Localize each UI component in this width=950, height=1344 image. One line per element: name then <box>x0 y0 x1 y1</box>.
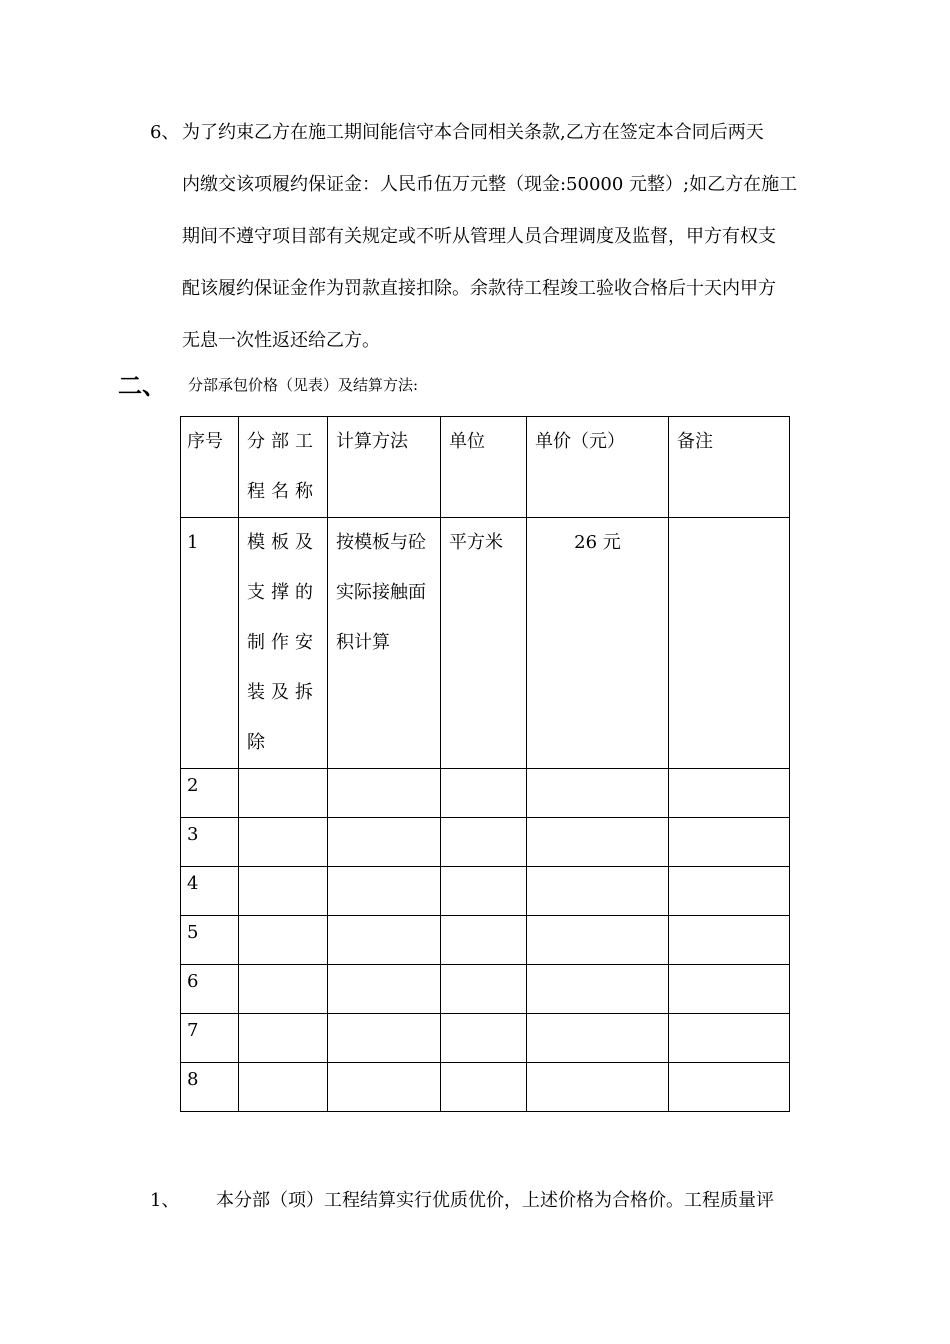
cell-empty <box>669 1014 790 1063</box>
cell-no: 1 <box>181 518 239 769</box>
cell-no: 8 <box>181 1063 239 1112</box>
cell-empty <box>328 818 441 867</box>
cell-empty <box>441 1063 527 1112</box>
cell-empty <box>328 965 441 1014</box>
clause-number: 6、 <box>150 122 180 143</box>
table-row <box>181 518 790 769</box>
cell-note <box>669 518 790 769</box>
cell-empty <box>527 916 669 965</box>
cell-empty <box>239 916 328 965</box>
cell-empty <box>441 769 527 818</box>
clause-text: 本分部（项）工程结算实行优质优价，上述价格为合格价。工程质量评 <box>216 1190 774 1211</box>
table-header-row <box>181 417 790 518</box>
cell-empty <box>527 769 669 818</box>
header-unit: 单位 <box>441 417 527 518</box>
table-row <box>181 769 790 818</box>
cell-empty <box>669 867 790 916</box>
clause-line: 内缴交该项履约保证金：人民币伍万元整（现金:50000 元整）;如乙方在施工 <box>182 174 798 195</box>
cell-empty <box>239 867 328 916</box>
cell-empty <box>669 965 790 1014</box>
cell-empty <box>239 769 328 818</box>
section-2-heading <box>118 366 419 401</box>
cell-empty <box>441 1014 527 1063</box>
cell-empty <box>441 818 527 867</box>
cell-empty <box>328 769 441 818</box>
header-name: 分部工程名称 <box>239 417 328 518</box>
cell-no: 7 <box>181 1014 239 1063</box>
cell-empty <box>328 1063 441 1112</box>
cell-empty <box>669 769 790 818</box>
cell-empty <box>527 867 669 916</box>
cell-method: 按模板与砼实际接触面积计算 <box>328 518 441 769</box>
cell-empty <box>441 965 527 1014</box>
table-row <box>181 867 790 916</box>
cell-empty <box>239 1063 328 1112</box>
clause-number: 1、 <box>150 1190 180 1211</box>
cell-empty <box>527 1063 669 1112</box>
cell-empty <box>669 1063 790 1112</box>
cell-no: 3 <box>181 818 239 867</box>
header-no: 序号 <box>181 417 239 518</box>
cell-empty <box>527 1014 669 1063</box>
cell-empty <box>328 1014 441 1063</box>
cell-no: 5 <box>181 916 239 965</box>
clause-line: 配该履约保证金作为罚款直接扣除。余款待工程竣工验收合格后十天内甲方 <box>182 278 776 299</box>
cell-empty <box>527 965 669 1014</box>
cell-empty <box>328 916 441 965</box>
header-method: 计算方法 <box>328 417 441 518</box>
cell-empty <box>239 965 328 1014</box>
table-row <box>181 965 790 1014</box>
table-row <box>181 818 790 867</box>
cell-empty <box>239 1014 328 1063</box>
header-price: 单价（元） <box>527 417 669 518</box>
cell-unit: 平方米 <box>441 518 527 769</box>
cell-empty <box>328 867 441 916</box>
price-table <box>180 416 790 1112</box>
cell-empty <box>441 867 527 916</box>
section-mark: 二、 <box>118 372 166 400</box>
table-row <box>181 1063 790 1112</box>
cell-no: 2 <box>181 769 239 818</box>
table-row <box>181 1014 790 1063</box>
cell-empty <box>669 916 790 965</box>
clause-line: 期间不遵守项目部有关规定或不听从管理人员合理调度及监督，甲方有权支 <box>182 226 776 247</box>
clause-line: 为了约束乙方在施工期间能信守本合同相关条款,乙方在签定本合同后两天 <box>182 122 764 143</box>
cell-no: 6 <box>181 965 239 1014</box>
cell-empty <box>239 818 328 867</box>
clause-line: 无息一次性返还给乙方。 <box>182 330 380 351</box>
clause-1 <box>150 1186 774 1212</box>
header-note: 备注 <box>669 417 790 518</box>
cell-price: 26 元 <box>527 518 669 769</box>
table-row <box>181 916 790 965</box>
cell-empty <box>669 818 790 867</box>
cell-name: 模板及支撑的制作安装及拆除 <box>239 518 328 769</box>
section-title: 分部承包价格（见表）及结算方法: <box>188 376 419 394</box>
cell-empty <box>441 916 527 965</box>
cell-empty <box>527 818 669 867</box>
cell-no: 4 <box>181 867 239 916</box>
